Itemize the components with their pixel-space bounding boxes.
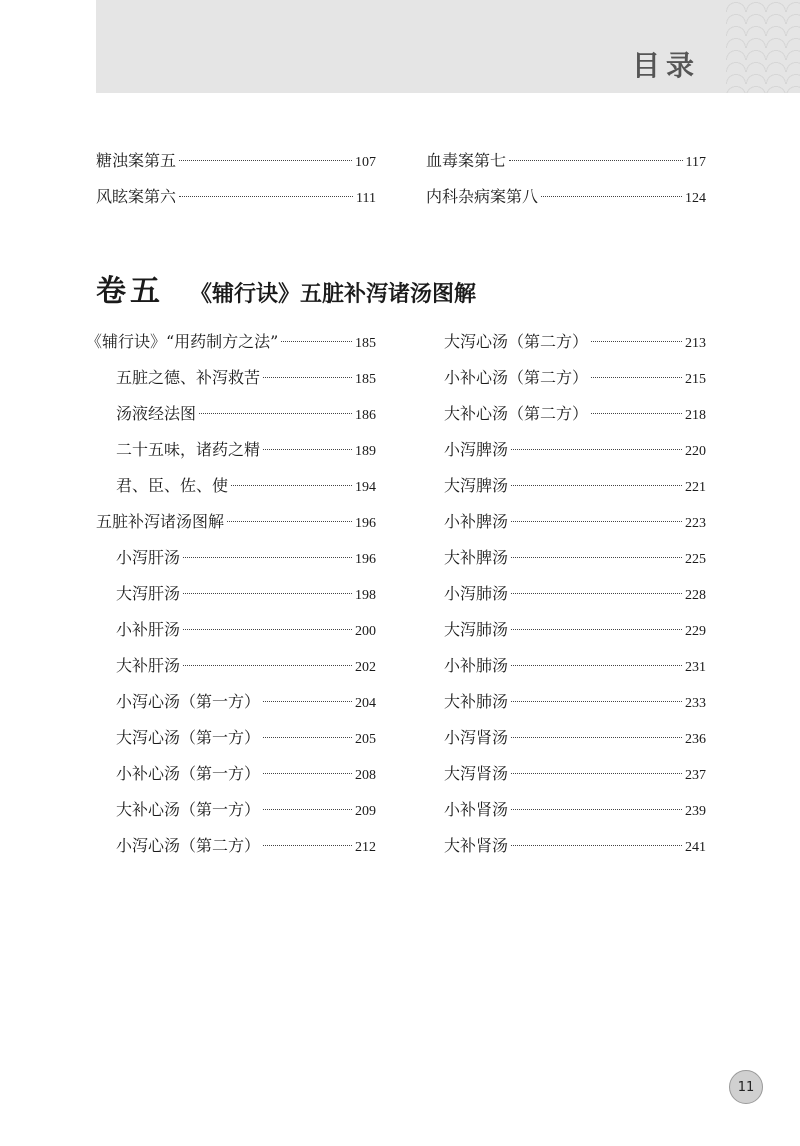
leader-dots	[183, 593, 352, 594]
toc-entry-title: 小补肺汤	[444, 656, 509, 675]
leader-dots	[231, 485, 352, 486]
toc-entry[interactable]	[444, 835, 706, 857]
leader-dots	[591, 341, 682, 342]
toc-entry[interactable]	[116, 583, 376, 605]
toc-entry[interactable]	[444, 403, 706, 425]
toc-entry[interactable]	[116, 835, 376, 857]
leader-dots	[511, 773, 682, 774]
toc-entry[interactable]	[116, 619, 376, 641]
leader-dots	[263, 845, 352, 846]
toc-entry-title: 小泻心汤（第二方）	[116, 836, 261, 855]
toc-entry-title: 小补心汤（第一方）	[116, 764, 261, 783]
leader-dots	[263, 809, 352, 810]
page-title: 目录	[631, 49, 700, 82]
leader-dots	[263, 701, 352, 702]
toc-entry-page: 111	[356, 191, 376, 206]
leader-dots	[281, 341, 352, 342]
toc-entry-title: 五脏之德、补泻救苦	[116, 368, 261, 387]
toc-entry[interactable]	[444, 655, 706, 677]
toc-entry-page: 212	[355, 840, 376, 855]
leader-dots	[511, 485, 682, 486]
toc-entry[interactable]	[116, 727, 376, 749]
leader-dots	[511, 737, 682, 738]
leader-dots	[511, 521, 682, 522]
toc-entry-title: 大补心汤（第二方）	[444, 404, 589, 423]
toc-entry[interactable]	[116, 475, 376, 497]
toc-entry-page: 241	[685, 840, 706, 855]
toc-entry-page: 231	[685, 660, 706, 675]
toc-entry-title: 小泻肾汤	[444, 728, 509, 747]
toc-entry-page: 200	[355, 624, 376, 639]
toc-entry[interactable]	[116, 403, 376, 425]
toc-entry-title: 大补肾汤	[444, 836, 509, 855]
leader-dots	[591, 413, 682, 414]
toc-entry[interactable]	[444, 619, 706, 641]
toc-entry[interactable]	[444, 331, 706, 353]
toc-entry[interactable]	[444, 691, 706, 713]
toc-entry-page: 196	[355, 516, 376, 531]
toc-entry-page: 202	[355, 660, 376, 675]
toc-entry-page: 236	[685, 732, 706, 747]
toc-entry-page: 229	[685, 624, 706, 639]
leader-dots	[183, 557, 352, 558]
toc-entry-title: 糖浊案第五	[96, 151, 177, 170]
toc-entry-title: 《辅行诀》“用药制方之法”	[86, 332, 279, 351]
leader-dots	[199, 413, 352, 414]
toc-entry-title: 小泻脾汤	[444, 440, 509, 459]
toc-entry[interactable]	[116, 439, 376, 461]
toc-entry-title: 大补心汤（第一方）	[116, 800, 261, 819]
leader-dots	[511, 701, 682, 702]
toc-entry-page: 221	[685, 480, 706, 495]
toc-entry[interactable]	[116, 763, 376, 785]
toc-entry-page: 124	[685, 191, 706, 206]
toc-entry-page: 196	[355, 552, 376, 567]
leader-dots	[263, 737, 352, 738]
toc-entry-title: 血毒案第七	[426, 151, 507, 170]
toc-entry[interactable]	[444, 547, 706, 569]
leader-dots	[183, 629, 352, 630]
toc-entry[interactable]	[444, 511, 706, 533]
toc-entry-page: 208	[355, 768, 376, 783]
toc-entry[interactable]	[444, 367, 706, 389]
toc-entry[interactable]	[116, 367, 376, 389]
toc-entry-page: 117	[685, 155, 706, 170]
toc-entry[interactable]	[444, 799, 706, 821]
toc-entry-title: 小泻肝汤	[116, 548, 181, 567]
toc-entry[interactable]	[116, 799, 376, 821]
toc-entry-page: 185	[355, 372, 376, 387]
leader-dots	[263, 449, 352, 450]
toc-entry-page: 228	[685, 588, 706, 603]
toc-entry[interactable]	[116, 691, 376, 713]
page-number-badge: 11	[729, 1070, 763, 1104]
volume-heading	[96, 266, 476, 310]
toc-entry-page: 186	[355, 408, 376, 423]
toc-entry-title: 小补脾汤	[444, 512, 509, 531]
leader-dots	[511, 845, 682, 846]
toc-entry-title: 大补脾汤	[444, 548, 509, 567]
leader-dots	[263, 377, 352, 378]
toc-entry[interactable]	[426, 186, 706, 208]
toc-entry-title: 君、臣、佐、使	[116, 476, 229, 495]
toc-entry-title: 大泻心汤（第一方）	[116, 728, 261, 747]
toc-entry-title: 大泻肾汤	[444, 764, 509, 783]
toc-entry-title: 大泻脾汤	[444, 476, 509, 495]
toc-entry[interactable]	[96, 150, 376, 172]
toc-entry-page: 239	[685, 804, 706, 819]
toc-entry-page: 204	[355, 696, 376, 711]
toc-entry[interactable]	[444, 439, 706, 461]
toc-entry-page: 218	[685, 408, 706, 423]
leader-dots	[511, 665, 682, 666]
toc-entry[interactable]	[426, 150, 706, 172]
toc-entry[interactable]	[444, 763, 706, 785]
leader-dots	[511, 629, 682, 630]
leader-dots	[511, 809, 682, 810]
toc-entry-page: 185	[355, 336, 376, 351]
toc-entry-page: 223	[685, 516, 706, 531]
leader-dots	[263, 773, 352, 774]
volume-number: 卷五	[96, 274, 164, 309]
toc-entry-page: 198	[355, 588, 376, 603]
toc-entry-page: 189	[355, 444, 376, 459]
toc-entry-title: 内科杂病案第八	[426, 187, 539, 206]
toc-entry-page: 209	[355, 804, 376, 819]
toc-entry-page: 233	[685, 696, 706, 711]
header-wave-pattern	[726, 0, 800, 93]
leader-dots	[511, 593, 682, 594]
leader-dots	[227, 521, 352, 522]
toc-entry-title: 小补肝汤	[116, 620, 181, 639]
toc-entry-title: 大泻心汤（第二方）	[444, 332, 589, 351]
toc-entry-page: 205	[355, 732, 376, 747]
leader-dots	[183, 665, 352, 666]
toc-entry-title: 五脏补泻诸汤图解	[96, 512, 225, 531]
leader-dots	[591, 377, 682, 378]
toc-entry-page: 215	[685, 372, 706, 387]
leader-dots	[179, 160, 352, 161]
leader-dots	[511, 557, 682, 558]
toc-entry[interactable]	[86, 331, 376, 353]
toc-entry-title: 大补肝汤	[116, 656, 181, 675]
toc-entry[interactable]	[96, 511, 376, 533]
toc-entry-title: 大补肺汤	[444, 692, 509, 711]
toc-entry[interactable]	[444, 583, 706, 605]
leader-dots	[511, 449, 682, 450]
toc-entry-page: 194	[355, 480, 376, 495]
leader-dots	[179, 196, 353, 197]
toc-entry[interactable]	[444, 727, 706, 749]
toc-entry-title: 小泻心汤（第一方）	[116, 692, 261, 711]
toc-entry-page: 237	[685, 768, 706, 783]
toc-entry[interactable]	[444, 475, 706, 497]
leader-dots	[541, 196, 682, 197]
toc-entry-title: 小补心汤（第二方）	[444, 368, 589, 387]
toc-entry-page: 213	[685, 336, 706, 351]
leader-dots	[509, 160, 683, 161]
toc-entry-title: 小补肾汤	[444, 800, 509, 819]
toc-entry-title: 小泻肺汤	[444, 584, 509, 603]
toc-entry-title: 风眩案第六	[96, 187, 177, 206]
toc-entry[interactable]	[116, 547, 376, 569]
toc-entry-title: 二十五味，诸药之精	[116, 440, 261, 459]
toc-entry-title: 大泻肝汤	[116, 584, 181, 603]
toc-entry-title: 汤液经法图	[116, 404, 197, 423]
toc-entry-page: 225	[685, 552, 706, 567]
toc-entry[interactable]	[96, 186, 376, 208]
volume-title: 《辅行诀》五脏补泻诸汤图解	[190, 282, 477, 307]
toc-entry-page: 220	[685, 444, 706, 459]
header-band	[96, 0, 800, 93]
toc-entry-title: 大泻肺汤	[444, 620, 509, 639]
toc-entry-page: 107	[355, 155, 376, 170]
toc-entry[interactable]	[116, 655, 376, 677]
